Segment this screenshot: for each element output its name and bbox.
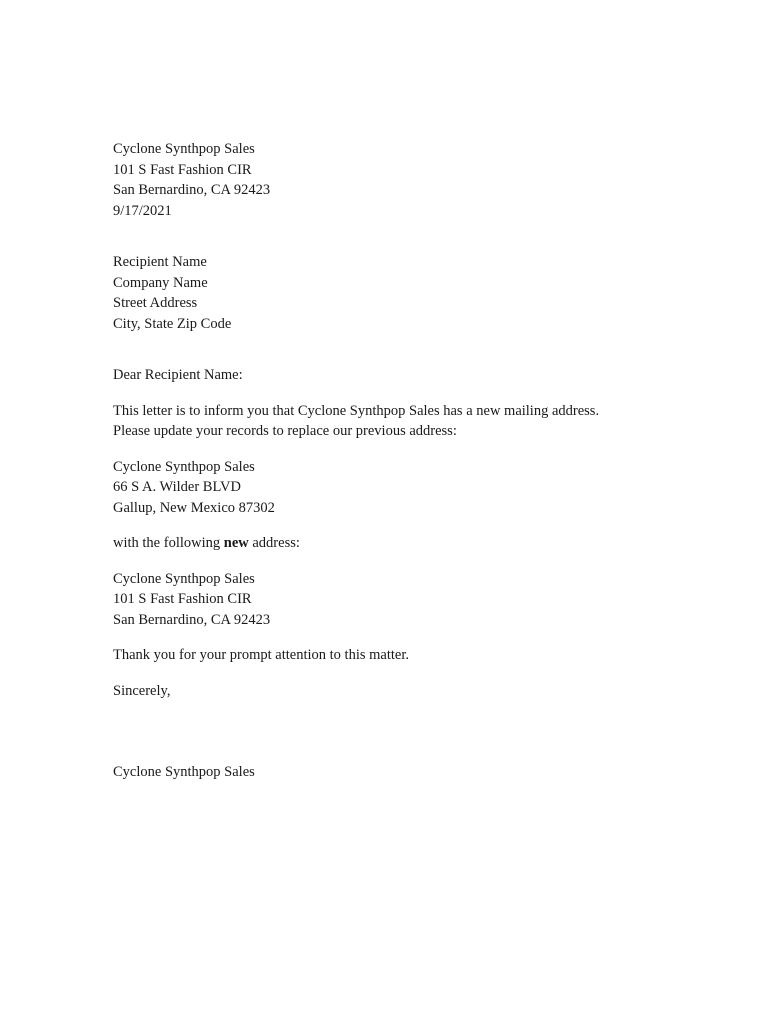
salutation [113, 365, 713, 386]
sender-block [113, 139, 713, 221]
old-address-block [113, 457, 713, 519]
new-address-name: Cyclone Synthpop Sales [113, 570, 255, 587]
thanks-paragraph [113, 645, 713, 666]
signature-name: Cyclone Synthpop Sales [113, 764, 255, 780]
sender-street: 101 S Fast Fashion CIR [113, 161, 252, 178]
old-address-street: 66 S A. Wilder BLVD [113, 479, 241, 495]
intro-after: address: [248, 535, 300, 551]
body-line-2: Please update your records to replace our previous address: [113, 423, 457, 439]
letter-date: 9/17/2021 [113, 202, 172, 219]
body-paragraph [113, 401, 713, 442]
signature-block [113, 762, 713, 783]
sender-name: Cyclone Synthpop Sales [113, 141, 255, 157]
new-address-block [113, 569, 713, 631]
new-address-street: 101 S Fast Fashion CIR [113, 591, 252, 607]
old-address-name: Cyclone Synthpop Sales [113, 458, 255, 475]
old-address-city-state-zip: Gallup, New Mexico 87302 [113, 499, 275, 516]
intro-before: with the following [113, 535, 224, 551]
closing [113, 681, 713, 702]
letter [113, 139, 713, 783]
body-line-1: This letter is to inform you that Cyclone Synthpop Sales has a new mailing address. [113, 402, 600, 419]
recipient-street: Street Address [113, 295, 198, 311]
recipient-city-state-zip: City, State Zip Code [113, 315, 232, 332]
sender-city-state-zip: San Bernardino, CA 92423 [113, 182, 271, 198]
new-address-city-state-zip: San Bernardino, CA 92423 [113, 611, 271, 628]
salutation-text: Dear Recipient Name: [113, 367, 243, 383]
new-address-intro [113, 533, 713, 554]
recipient-company: Company Name [113, 274, 208, 291]
new-address-intro-line [113, 533, 713, 554]
recipient-block [113, 252, 713, 334]
recipient-name: Recipient Name [113, 254, 207, 270]
closing-text: Sincerely, [113, 682, 171, 699]
thanks-text: Thank you for your prompt attention to this matter. [113, 647, 409, 663]
intro-emphasis: new [223, 535, 249, 551]
